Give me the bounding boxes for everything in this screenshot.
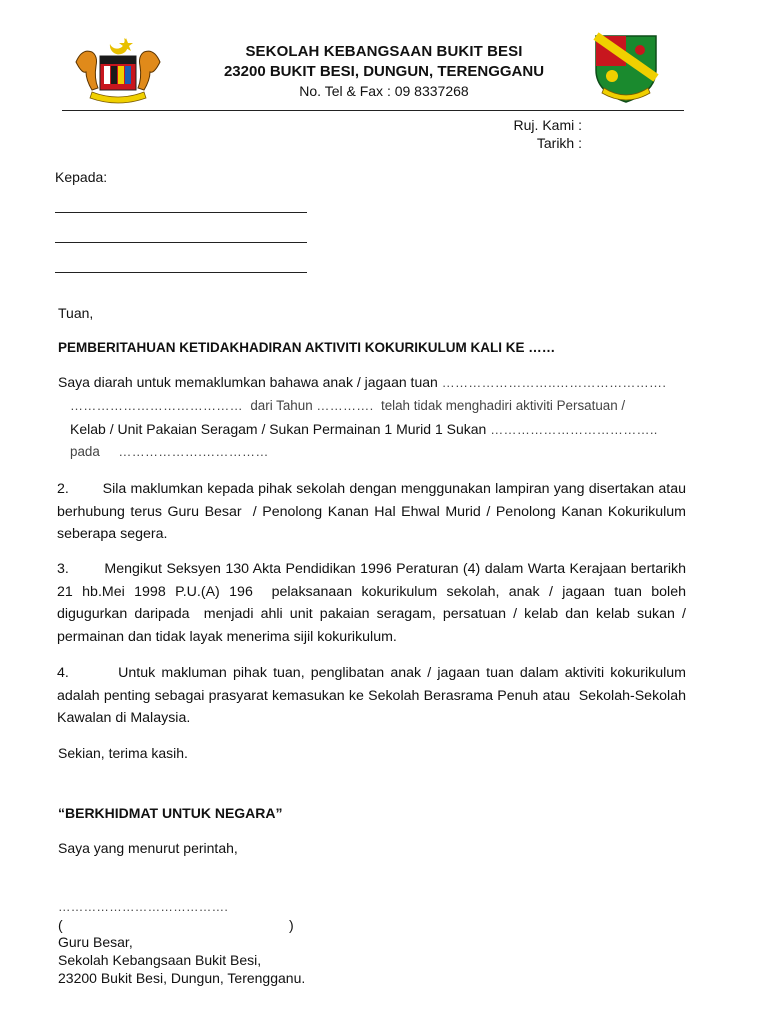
reference-label: Ruj. Kami : (513, 117, 582, 133)
closing: Sekian, terima kasih. (58, 745, 188, 761)
student-name-field-cont[interactable]: ………………………………… (70, 398, 243, 413)
salutation: Tuan, (58, 305, 94, 321)
school-crest-logo (590, 32, 662, 104)
signature-line[interactable]: …………………………………. (58, 900, 229, 914)
para1-line3: Kelab / Unit Pakaian Seragam / Sukan Permainan 1 Murid 1 Sukan ……………………………….. (70, 421, 658, 437)
signer-school: Sekolah Kebangsaan Bukit Besi, (58, 952, 262, 968)
date-label: Tarikh : (536, 135, 582, 151)
signer-title: Guru Besar, (58, 934, 133, 950)
para1-line4: pada ……………….…………… (70, 444, 269, 459)
header-divider (62, 110, 684, 111)
para1-line1: Saya diarah untuk memaklumkan bahawa anak / jagaan tuan ……………………..……………………. (58, 374, 667, 390)
year-field[interactable]: …………. (316, 398, 374, 413)
recipient-line-3[interactable] (55, 272, 307, 273)
recipient-line-2[interactable] (55, 242, 307, 243)
motto: “BERKHIDMAT UNTUK NEGARA” (58, 805, 283, 821)
recipient-line-1[interactable] (55, 212, 307, 213)
signer-address: 23200 Bukit Besi, Dungun, Terengganu. (58, 970, 306, 986)
coat-of-arms-logo (70, 34, 166, 106)
school-phone: No. Tel & Fax : 09 8337268 (299, 83, 469, 99)
order-line: Saya yang menurut perintah, (58, 840, 238, 856)
school-address: 23200 BUKIT BESI, DUNGUN, TERENGGANU (223, 63, 545, 80)
paragraph-4: 4. Untuk makluman pihak tuan, penglibatan anak / jagaan tuan dalam aktiviti kokurikulum adalah penting sebagai prasyarat kemasukan ke Sekolah Berasrama Penuh atau Sekolah-Sekolah Kawalan di Malaysia. (57, 665, 690, 726)
letterhead (180, 42, 588, 101)
recipient-label: Kepada: (55, 169, 108, 185)
para1-line2: ………………………………… dari Tahun …………. telah tidak menghadiri aktiviti Persatuan / (70, 398, 626, 413)
activity-field[interactable]: ……………………………….. (490, 422, 658, 437)
letter-subject: PEMBERITAHUAN KETIDAKHADIRAN AKTIVITI KOKURIKULUM KALI KE …… (58, 340, 556, 355)
paragraph-2: 2. Sila maklumkan kepada pihak sekolah dengan menggunakan lampiran yang disertakan atau berhubung terus Guru Besar / Penolong Kanan Hal Ehwal Murid / Penolong Kanan Kokurikulum seberapa segera. (57, 481, 690, 542)
name-paren-open: ( (58, 917, 63, 933)
student-name-field[interactable]: ……………………..……………………. (441, 375, 667, 390)
paragraph-3: 3. Mengikut Seksyen 130 Akta Pendidikan 1996 Peraturan (4) dalam Warta Kerajaan bertarikh 21 hb.Mei 1998 P.U.(A) 196 pelaksanaan kokurikulum sekolah, anak / jagaan tuan boleh digugurkan daripada menjadi ahli unit pakaian seragam, persatuan / kelab dan kelab sukan / permainan dan tidak layak menerima sijil kokurikulum. (57, 561, 690, 645)
date-field[interactable]: ……………….…………… (118, 444, 269, 459)
school-name: SEKOLAH KEBANGSAAN BUKIT BESI (245, 43, 523, 60)
name-paren-close: ) (289, 917, 294, 933)
